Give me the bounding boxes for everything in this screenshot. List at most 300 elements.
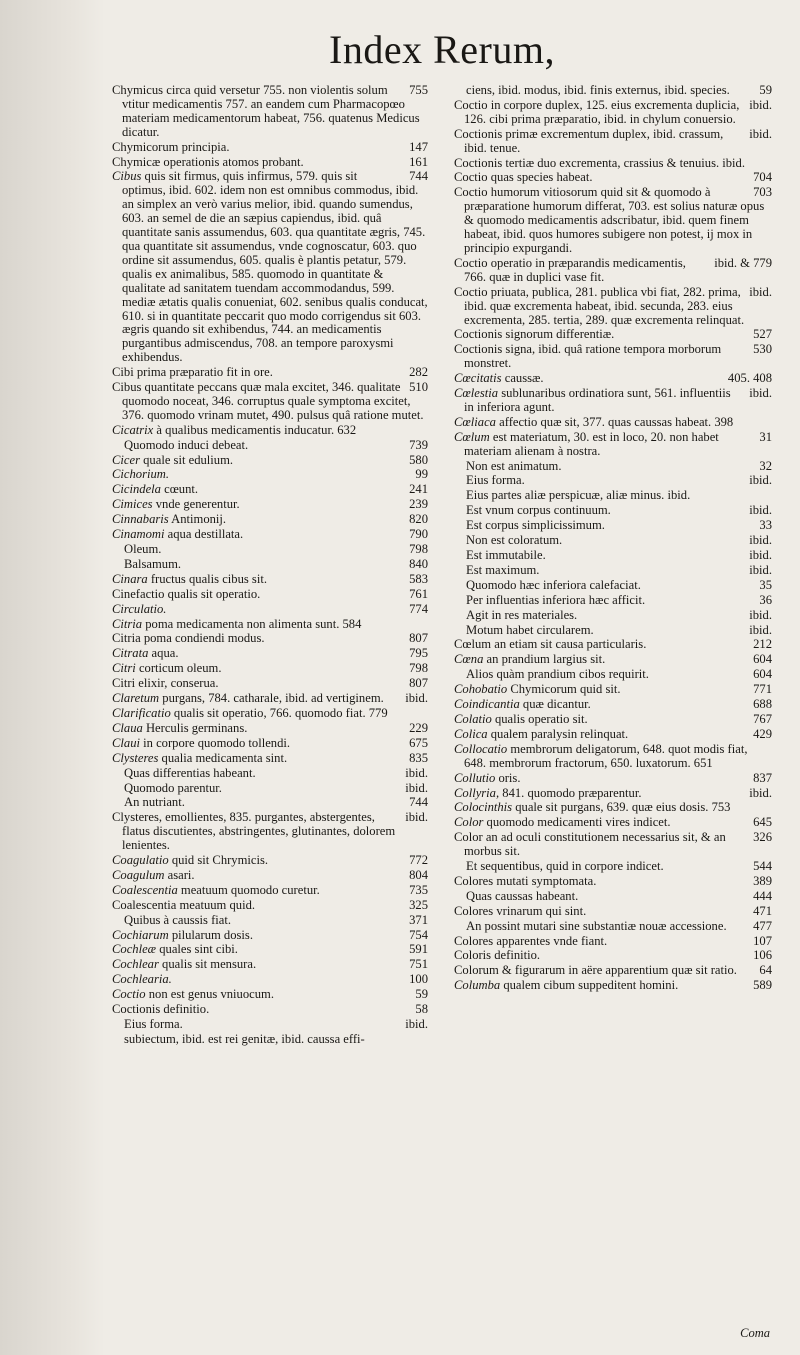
- entry-headword: Cœcitatis: [454, 371, 502, 386]
- index-entry: [112, 141, 428, 155]
- index-entry: [454, 816, 772, 830]
- index-entry: [112, 588, 428, 602]
- entry-text: Quomodo parentur.: [124, 780, 222, 795]
- index-entry: [454, 743, 772, 771]
- page-reference: 510: [409, 380, 428, 395]
- index-entry: [112, 483, 428, 497]
- entry-headword: Cochlearia.: [112, 972, 172, 987]
- page-reference: 35: [759, 577, 772, 592]
- entry-text: oris.: [495, 770, 521, 785]
- page-reference: 33: [759, 518, 772, 533]
- index-entry: [454, 157, 772, 171]
- page-reference: 790: [409, 527, 428, 542]
- index-entry: [112, 869, 428, 883]
- entry-text: Cœlum an etiam sit causa particularis.: [454, 637, 647, 652]
- entry-headword: Columba: [454, 978, 501, 993]
- entry-text: meatuum quomodo curetur.: [177, 882, 320, 897]
- entry-headword: Collutio: [454, 770, 496, 785]
- entry-headword: Cochlear: [112, 957, 159, 972]
- entry-text: Colorum & figurarum in aëre apparentium quæ sit ratio.: [454, 963, 737, 978]
- page-reference: ibid.: [749, 473, 772, 488]
- index-entry: [112, 1003, 428, 1017]
- page-reference: 471: [753, 903, 772, 918]
- page-reference: 589: [753, 978, 772, 993]
- index-entry: [112, 156, 428, 170]
- index-entry: [112, 752, 428, 766]
- index-entry: [112, 573, 428, 587]
- page-reference: 761: [409, 586, 428, 601]
- index-entry: [112, 558, 428, 572]
- book-gutter-shadow: [0, 0, 105, 1355]
- page-reference: 100: [409, 972, 428, 987]
- index-entry: [112, 632, 428, 646]
- entry-text: sublunaribus ordinatiora sunt, 561. influentiis in inferiora agunt.: [464, 386, 731, 414]
- page-reference: 820: [409, 512, 428, 527]
- page-reference: 212: [753, 637, 772, 652]
- page-reference: 161: [409, 154, 428, 169]
- index-entry: [454, 949, 772, 963]
- entry-headword: Cinnabaris: [112, 512, 169, 527]
- entry-headword: Cibus: [112, 169, 142, 184]
- entry-headword: Coagulum: [112, 867, 165, 882]
- entry-text: Balsamum.: [124, 556, 182, 571]
- entry-headword: Coctio: [112, 987, 146, 1002]
- entry-text: Quas caussas habeant.: [466, 888, 579, 903]
- entry-text: Motum habet circularem.: [466, 622, 594, 637]
- index-entry: [112, 929, 428, 943]
- index-entry: [454, 489, 772, 503]
- index-entry: [454, 728, 772, 742]
- page-reference: 735: [409, 882, 428, 897]
- index-entry: [112, 737, 428, 751]
- entry-text: qualem paralysin relinquat.: [487, 726, 629, 741]
- entry-text: an prandium largius sit.: [483, 652, 606, 667]
- entry-text: Quibus à caussis fiat.: [124, 912, 232, 927]
- entry-headword: Cicindela: [112, 482, 161, 497]
- catchword: Coma: [740, 1326, 770, 1340]
- index-entry: [454, 772, 772, 786]
- index-entry: [454, 460, 772, 474]
- right-column: [454, 84, 772, 1048]
- page-reference: 59: [759, 83, 772, 97]
- index-entry: [112, 618, 428, 632]
- index-entry: [454, 860, 772, 874]
- entry-text: à qualibus medicamentis inducatur. 632: [153, 422, 357, 437]
- entry-text: Cibi prima præparatio fit in ore.: [112, 365, 273, 380]
- index-entry: [112, 943, 428, 957]
- page-reference: 807: [409, 631, 428, 646]
- index-entry: [454, 504, 772, 518]
- page-reference: 703: [753, 185, 772, 200]
- index-entry: [454, 594, 772, 608]
- page-reference: ibid.: [749, 126, 772, 141]
- entry-headword: Cinamomi: [112, 527, 165, 542]
- index-entry: [454, 875, 772, 889]
- page-reference: 239: [409, 497, 428, 512]
- entry-headword: Cimices: [112, 497, 153, 512]
- index-entry: [112, 782, 428, 796]
- entry-headword: Cochleæ: [112, 942, 157, 957]
- index-entry: [454, 128, 772, 156]
- index-entry: [454, 343, 772, 371]
- index-entry: [454, 519, 772, 533]
- index-entry: [112, 692, 428, 706]
- entry-headword: Cœliaca: [454, 414, 496, 429]
- entry-headword: Claua: [112, 720, 143, 735]
- page-reference: 835: [409, 750, 428, 765]
- entry-text: An possint mutari sine substantiæ nouæ accessione.: [466, 918, 727, 933]
- entry-text: Antimonij.: [168, 512, 227, 527]
- page-reference: 772: [409, 853, 428, 868]
- page-reference: 477: [753, 918, 772, 933]
- entry-text: subiectum, ibid. est rei genitæ, ibid. caussa effi-: [124, 1031, 365, 1046]
- entry-headword: Cohobatio: [454, 682, 508, 697]
- index-entry: [454, 257, 772, 285]
- page-reference: ibid.: [749, 386, 772, 401]
- index-entry: [112, 381, 428, 423]
- index-entry: [112, 973, 428, 987]
- page-reference: 36: [759, 592, 772, 607]
- page-reference: 744: [409, 169, 428, 184]
- entry-text: Coctio priuata, publica, 281. publica vbi fiat, 282. prima, ibid. quæ excrementa habeat, ibid. secunda, 283. eius excrementa, 285. tertia, 289. quæ excrementa relinquat.: [454, 284, 745, 327]
- entry-headword: Cœlum: [454, 429, 490, 444]
- entry-headword: Circulatio.: [112, 601, 167, 616]
- entry-text: Cibus quantitate peccans quæ mala excitet, 346. qualitate quomodo noceat, 346. corruptus quale symptoma excitet, 376. quomodo vrinam mutet, 490. pulsus quâ ratione mutet.: [112, 380, 424, 422]
- entry-text: Chymicorum principia.: [112, 139, 230, 154]
- index-entry: [454, 579, 772, 593]
- entry-headword: Claui: [112, 735, 140, 750]
- page-reference: 804: [409, 867, 428, 882]
- entry-text: Chymicæ operationis atomos probant.: [112, 154, 304, 169]
- entry-text: Citria poma condiendi modus.: [112, 631, 265, 646]
- index-entry: [454, 372, 772, 386]
- page-reference: 106: [753, 948, 772, 963]
- page-reference: 675: [409, 735, 428, 750]
- page-reference: ibid.: [749, 503, 772, 518]
- index-entry: [112, 914, 428, 928]
- entry-headword: Color: [454, 815, 484, 830]
- page-reference: ibid.: [749, 533, 772, 548]
- entry-text: Quas differentias habeant.: [124, 765, 256, 780]
- entry-text: aqua destillata.: [164, 527, 244, 542]
- entry-text: quæ dicantur.: [519, 697, 591, 712]
- page-reference: 31: [759, 429, 772, 444]
- index-entry: [112, 513, 428, 527]
- entry-text: qualis sit mensura.: [158, 957, 257, 972]
- entry-text: Coctio quas species habeat.: [454, 170, 593, 185]
- entry-headword: Cinara: [112, 571, 148, 586]
- page-reference: ibid.: [749, 284, 772, 299]
- page-reference: 744: [409, 795, 428, 810]
- entry-headword: Cicer: [112, 452, 140, 467]
- entry-text: affectio quæ sit, 377. quas caussas habeat. 398: [495, 414, 734, 429]
- index-entry: [454, 431, 772, 459]
- entry-text: Est corpus simplicissimum.: [466, 518, 605, 533]
- index-entry: [112, 1018, 428, 1032]
- entry-headword: Clysteres: [112, 750, 159, 765]
- page-reference: ibid.: [749, 97, 772, 112]
- index-entry: [454, 328, 772, 342]
- entry-headword: Coindicantia: [454, 697, 520, 712]
- entry-headword: Colica: [454, 726, 488, 741]
- index-entry: [112, 899, 428, 913]
- entry-text: Coctionis signa, ibid. quâ ratione tempora morborum monstret.: [454, 342, 722, 371]
- page-reference: 604: [753, 667, 772, 682]
- page-reference: ibid.: [749, 622, 772, 637]
- page-reference: 771: [753, 682, 772, 697]
- index-entry: [112, 958, 428, 972]
- entry-text: Cinefactio qualis sit operatio.: [112, 586, 261, 601]
- index-entry: [454, 84, 772, 98]
- entry-text: Agit in res materiales.: [466, 607, 578, 622]
- entry-text: Quomodo hæc inferiora calefaciat.: [466, 577, 641, 592]
- entry-text: corticum oleum.: [135, 661, 222, 676]
- entry-text: fructus qualis cibus sit.: [147, 571, 267, 586]
- entry-text: qualia medicamenta sint.: [158, 750, 288, 765]
- page-reference: 429: [753, 726, 772, 741]
- entry-headword: Clarificatio: [112, 705, 171, 720]
- page-reference: 580: [409, 452, 428, 467]
- entry-text: vnde generentur.: [152, 497, 240, 512]
- index-entry: [454, 286, 772, 328]
- page-reference: 704: [753, 170, 772, 185]
- entry-text: quid sit Chrymicis.: [168, 853, 269, 868]
- entry-text: Herculis germinans.: [142, 720, 248, 735]
- entry-text: Et sequentibus, quid in corpore indicet.: [466, 859, 664, 874]
- entry-text: Non est coloratum.: [466, 533, 563, 548]
- index-entry: [454, 698, 772, 712]
- index-entry: [112, 366, 428, 380]
- entry-headword: Collyria,: [454, 785, 500, 800]
- index-columns: [112, 84, 772, 1048]
- page-reference: ibid.: [405, 780, 428, 795]
- page-reference: 59: [415, 987, 428, 1002]
- page-reference: 544: [753, 859, 772, 874]
- entry-text: Colores mutati symptomata.: [454, 873, 597, 888]
- index-entry: [112, 170, 428, 365]
- entry-headword: Citrata: [112, 646, 149, 661]
- entry-headword: Citri: [112, 661, 136, 676]
- index-entry: [454, 668, 772, 682]
- index-entry: [454, 534, 772, 548]
- entry-text: cœunt.: [160, 482, 199, 497]
- entry-text: Quomodo induci debeat.: [124, 437, 249, 452]
- index-entry: [454, 831, 772, 859]
- entry-text: quomodo medicamenti vires indicet.: [483, 815, 671, 830]
- page-reference: 371: [409, 912, 428, 927]
- entry-text: Oleum.: [124, 542, 162, 556]
- index-entry: [454, 99, 772, 127]
- entry-text: quale sit edulium.: [139, 452, 234, 467]
- entry-text: Per influentias inferiora hæc afficit.: [466, 592, 646, 607]
- entry-text: Eius forma.: [466, 473, 525, 488]
- entry-headword: Cochiarum: [112, 927, 169, 942]
- page-reference: 739: [409, 437, 428, 452]
- index-entry: [112, 662, 428, 676]
- index-entry: [454, 653, 772, 667]
- page-reference: 774: [409, 601, 428, 616]
- entry-headword: Colocinthis: [454, 800, 513, 815]
- page-reference: 527: [753, 327, 772, 342]
- entry-text: Est maximum.: [466, 562, 540, 577]
- index-entry: [112, 707, 428, 721]
- index-entry: [112, 884, 428, 898]
- entry-text: non est genus vniuocum.: [145, 987, 274, 1002]
- entry-text: Clysteres, emollientes, 835. purgantes, abstergentes, flatus discutientes, abstringentes, glutinantes, dolorem lenientes.: [112, 810, 396, 853]
- index-entry: [112, 468, 428, 482]
- page-title: Index Rerum,: [329, 27, 555, 72]
- page-reference: 241: [409, 482, 428, 497]
- page-reference: 798: [409, 661, 428, 676]
- page-reference: ibid.: [405, 810, 428, 825]
- page-reference: 282: [409, 365, 428, 380]
- entry-text: Est immutabile.: [466, 548, 546, 562]
- index-entry: [454, 416, 772, 430]
- entry-text: purgans, 784. catharale, ibid. ad vertiginem.: [159, 691, 384, 706]
- entry-text: caussæ.: [501, 371, 544, 386]
- index-entry: [454, 683, 772, 697]
- page-reference: ibid.: [749, 607, 772, 622]
- entry-headword: Cœna: [454, 652, 484, 667]
- page-reference: 389: [753, 873, 772, 888]
- page-reference: ibid.: [749, 562, 772, 577]
- page-reference: 755: [409, 83, 428, 97]
- entry-text: 841. quomodo præparentur.: [499, 785, 642, 800]
- entry-text: est materiatum, 30. est in loco, 20. non habet materiam alienam à nostra.: [464, 429, 719, 458]
- entry-text: qualem cibum suppeditent homini.: [500, 978, 679, 993]
- entry-text: Coctio operatio in præparandis medicamentis, 766. quæ in duplici vase fit.: [454, 255, 686, 284]
- index-entry: [454, 387, 772, 415]
- page-reference: 840: [409, 556, 428, 571]
- index-entry: [112, 796, 428, 810]
- page-reference: 591: [409, 942, 428, 957]
- entry-text: Coalescentia meatuum quid.: [112, 897, 256, 912]
- page-reference: 688: [753, 697, 772, 712]
- entry-text: Eius partes aliæ perspicuæ, aliæ minus. ibid.: [466, 488, 691, 503]
- page-reference: 32: [759, 458, 772, 473]
- index-entry: [454, 474, 772, 488]
- entry-text: Coctio humorum vitiosorum quid sit & quomodo à præparatione humorum differat, 703. est solius naturæ opus & quomodo medicamentis adscribatur, ibid. quem finem habeat, ibid. quos humores subigere non potest, ij mox in principio expurgandi.: [454, 185, 765, 255]
- index-entry: [454, 638, 772, 652]
- entry-text: pilularum dosis.: [168, 927, 253, 942]
- index-entry: [454, 186, 772, 256]
- page-reference: 798: [409, 542, 428, 556]
- page-reference: 64: [759, 963, 772, 978]
- index-entry: [454, 920, 772, 934]
- entry-text: qualis operatio sit.: [491, 711, 588, 726]
- index-entry: [454, 564, 772, 578]
- page-reference: 583: [409, 571, 428, 586]
- page-reference: 795: [409, 646, 428, 661]
- page-reference: 99: [415, 467, 428, 482]
- index-entry: [112, 854, 428, 868]
- page-reference: ibid.: [405, 691, 428, 706]
- page-reference: 604: [753, 652, 772, 667]
- entry-text: Coloris definitio.: [454, 948, 541, 963]
- entry-text: Colores vrinarum qui sint.: [454, 903, 587, 918]
- page-reference: 229: [409, 720, 428, 735]
- page-reference: ibid. & 779: [714, 255, 772, 270]
- entry-text: asari.: [164, 867, 195, 882]
- page-reference: 767: [753, 711, 772, 726]
- page-reference: 754: [409, 927, 428, 942]
- page-reference: 837: [753, 770, 772, 785]
- entry-text: qualis sit operatio, 766. quomodo fiat. 779: [170, 705, 388, 720]
- entry-headword: Cicatrix: [112, 422, 154, 437]
- entry-headword: Collocatio: [454, 741, 508, 756]
- index-entry: [454, 890, 772, 904]
- entry-text: poma medicamenta non alimenta sunt. 584: [142, 616, 362, 631]
- index-entry: [454, 787, 772, 801]
- index-entry: [112, 722, 428, 736]
- index-entry: [454, 964, 772, 978]
- index-entry: [112, 811, 428, 853]
- entry-text: An nutriant.: [124, 795, 185, 810]
- index-entry: [454, 624, 772, 638]
- index-entry: [112, 767, 428, 781]
- page-reference: 107: [753, 933, 772, 948]
- page-reference: 530: [753, 342, 772, 357]
- entry-text: Chymicorum quid sit.: [507, 682, 621, 697]
- page-reference: 58: [415, 1002, 428, 1017]
- entry-text: Est vnum corpus continuum.: [466, 503, 611, 518]
- page-reference: 645: [753, 815, 772, 830]
- page-reference: 807: [409, 676, 428, 691]
- left-column: [112, 84, 428, 1048]
- entry-text: membrorum deligatorum, 648. quot modis fiat, 648. membrorum fractorum, 650. luxatorum. 651: [464, 741, 748, 770]
- entry-headword: Coalescentia: [112, 882, 178, 897]
- index-entry: [112, 424, 428, 438]
- entry-headword: Cichorium.: [112, 467, 170, 482]
- entry-text: Non est animatum.: [466, 458, 562, 473]
- entry-text: ciens, ibid. modus, ibid. finis externus, ibid. species.: [466, 83, 730, 97]
- index-entry: [112, 528, 428, 542]
- index-entry: [112, 543, 428, 557]
- index-entry: [112, 647, 428, 661]
- index-entry: [112, 439, 428, 453]
- entry-text: Citri elixir, conserua.: [112, 676, 219, 691]
- page-reference: ibid.: [749, 548, 772, 562]
- entry-text: Coctionis definitio.: [112, 1002, 210, 1017]
- index-entry: [454, 801, 772, 815]
- entry-text: Colores apparentes vnde fiant.: [454, 933, 608, 948]
- entry-text: Coctionis tertiæ duo excrementa, crassius & tenuius. ibid.: [454, 155, 746, 170]
- entry-headword: Claretum: [112, 691, 160, 706]
- index-entry: [112, 988, 428, 1002]
- entry-text: in corpore quomodo tollendi.: [140, 735, 291, 750]
- entry-text: Chymicus circa quid versetur 755. non violentis solum vtitur medicamentis 757. an eandem cum Pharmacopœo materiam medicamentorum habeat, 756. quatenus Medicus dicatur.: [112, 83, 420, 139]
- page-reference: 325: [409, 897, 428, 912]
- page-reference: 405. 408: [727, 371, 772, 386]
- index-entry: [112, 1033, 428, 1047]
- index-entry: [454, 979, 772, 993]
- entry-text: quis sit firmus, quis infirmus, 579. quis sit optimus, ibid. 602. idem non est omnibus commodus, ibid. an simplex an verò varius melior, ibid. quando sumendus, 603. an semel de die an sæpius capiendus, ibid. quâ quantitate sanis assumendus, 603. qua quantitate ægris, 745. qua quantitate sit assumendus, vnde cognoscatur, 603. quo ordine sit assumendus, 605. qualis è plantis petatur, 579. qualis ex animalibus, 585. quomodo in quantitate & qualitate ad sanitatem tuendam accommodandus, 599. mediæ ætatis qualis conueniat, 602. senibus qualis conducat, 610. si in quantitate peccarit quo modo corrigendus sit 603. ægris quando sit exhibendus, 744. an medicamentis purgantibus admiscendus, 708. an tempore paroxysmi exhibendus.: [122, 169, 428, 365]
- index-entry: [454, 935, 772, 949]
- entry-text: Eius forma.: [124, 1017, 183, 1031]
- entry-headword: Colatio: [454, 711, 492, 726]
- page-reference: 444: [753, 888, 772, 903]
- entry-text: aqua.: [148, 646, 179, 661]
- index-entry: [112, 603, 428, 617]
- page-reference: ibid.: [749, 785, 772, 800]
- entry-text: Coctionis primæ excrementum duplex, ibid. crassum, ibid. tenue.: [454, 126, 724, 155]
- entry-text: quale sit purgans, 639. quæ eius dosis. 753: [512, 800, 731, 815]
- page-reference: ibid.: [405, 1017, 428, 1031]
- entry-text: Coctionis signorum differentiæ.: [454, 327, 615, 342]
- index-entry: [454, 609, 772, 623]
- page-reference: 147: [409, 139, 428, 154]
- index-entry: [454, 171, 772, 185]
